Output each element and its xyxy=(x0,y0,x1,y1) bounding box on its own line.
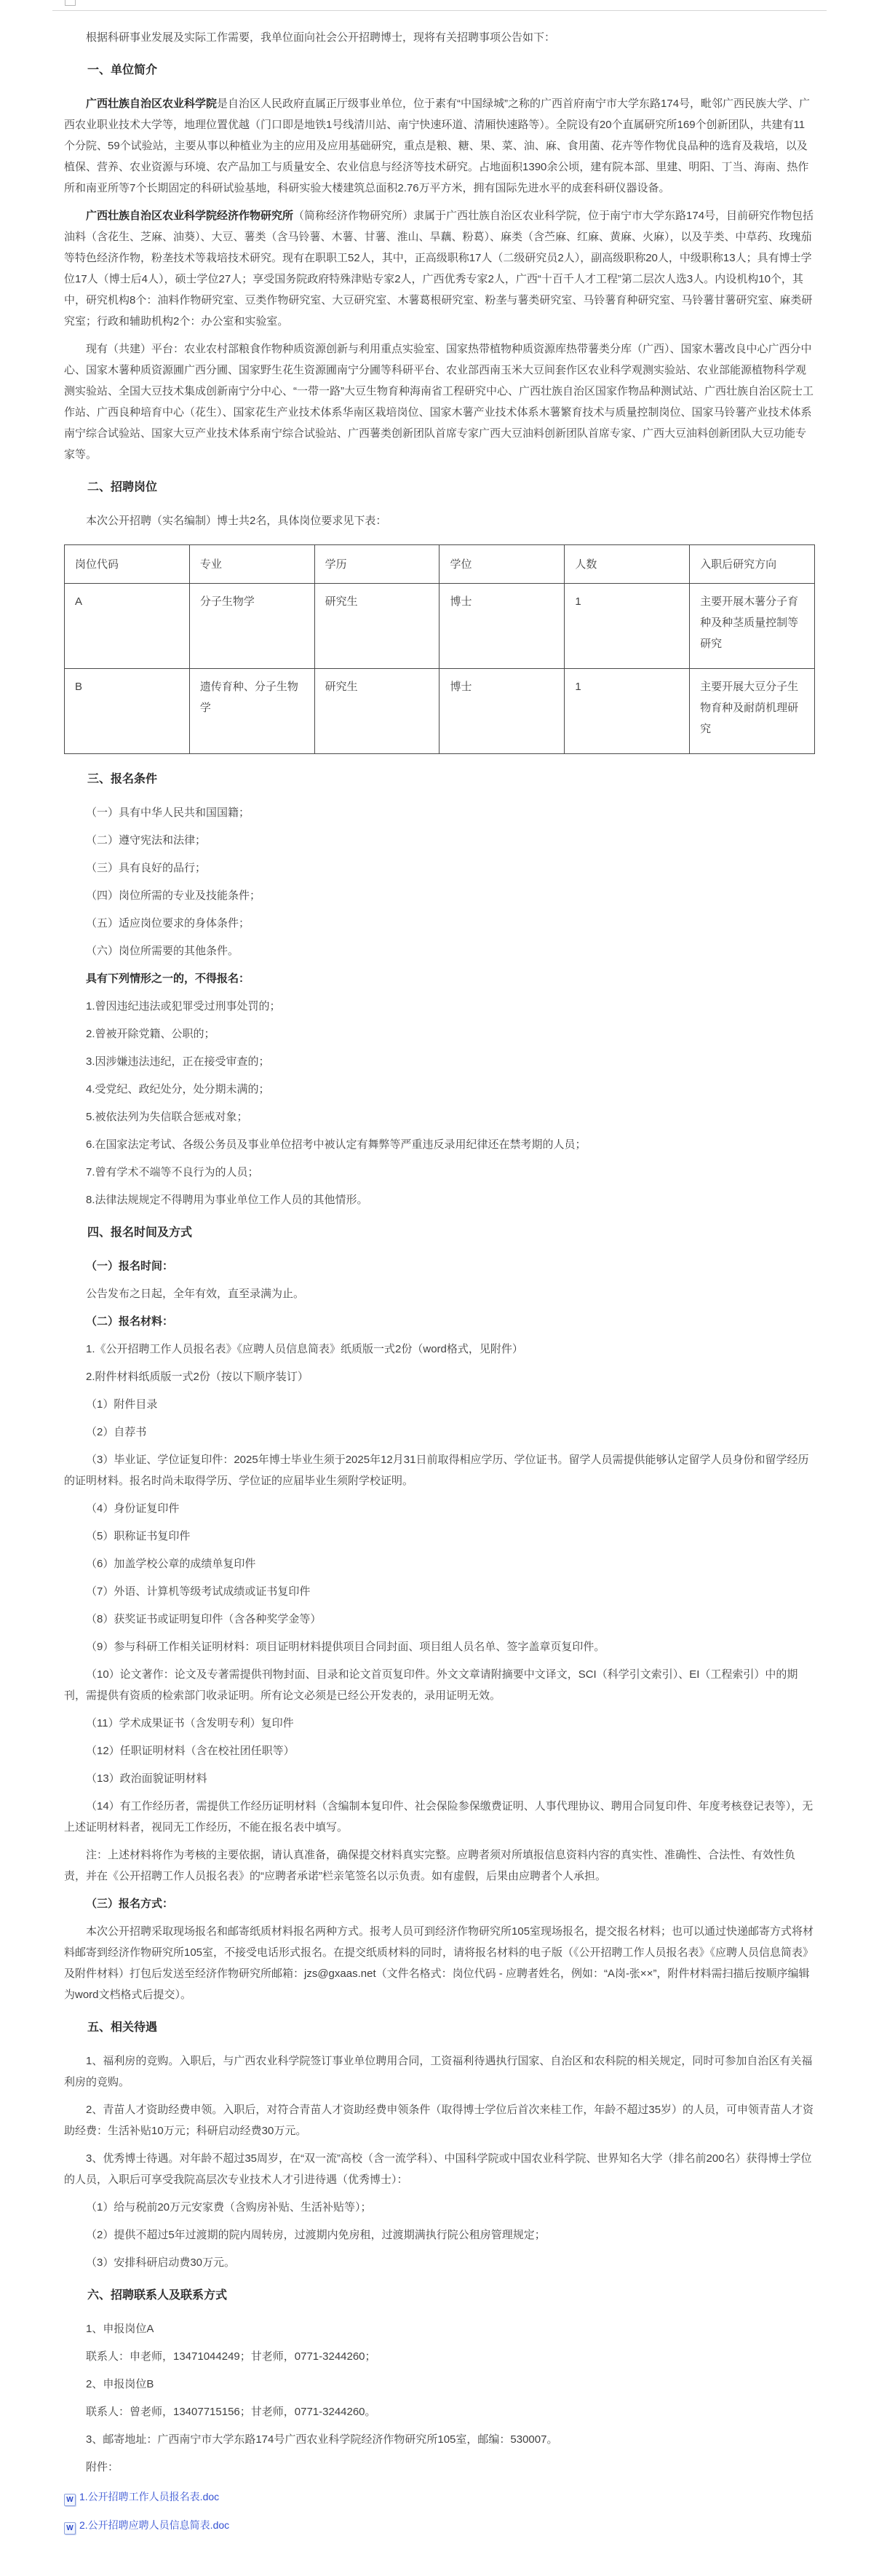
paragraph xyxy=(64,913,815,934)
paragraph-text: 5.被依法列为失信联合惩戒对象； xyxy=(86,1111,248,1123)
table-cell: 研究生 xyxy=(314,669,440,754)
paragraph-bold-lead: 广西壮族自治区农业科学院 xyxy=(86,98,218,110)
paragraph xyxy=(64,1051,815,1072)
paragraph-text: 2、青苗人才资助经费申领。入职后，对符合青苗人才资助经费申领条件（取得博士学位后首次来桂工作，年龄不超过35岁）的人员，可申领青苗人才资助经费：生活补贴10万元；科研启动经费30万元。 xyxy=(64,2104,814,2137)
table-cell: 博士 xyxy=(440,584,565,669)
paragraph-text: （7）外语、计算机等级考试成绩或证书复印件 xyxy=(86,1585,311,1598)
paragraph xyxy=(64,1283,815,1304)
paragraph xyxy=(64,1664,815,1706)
paragraph-text: 注：上述材料将作为考核的主要依据，请认真准备，确保提交材料真实完整。应聘者须对所填报信息资料内容的真实性、准确性、合法性、有效性负责，并在《公开招聘工作人员报名表》的“应聘者承诺”栏亲笔签名以示负责。如有虚假，后果由应聘者个人承担。 xyxy=(64,1849,796,1882)
paragraph xyxy=(64,802,815,823)
paragraph-text: （五）适应岗位要求的身体条件； xyxy=(86,917,250,930)
paragraph xyxy=(64,2148,815,2190)
paragraph-text: 1.《公开招聘工作人员报名表》《应聘人员信息简表》纸质版一式2份（word格式，见附件） xyxy=(86,1343,523,1355)
paragraph xyxy=(64,885,815,906)
section-heading: 四、报名时间及方式 xyxy=(87,1226,193,1239)
paragraph xyxy=(64,1422,815,1443)
attachment-item xyxy=(64,2517,815,2535)
paragraph xyxy=(64,2457,815,2478)
attachment-link[interactable]: 1.公开招聘工作人员报名表.doc xyxy=(79,2491,220,2502)
paragraph xyxy=(64,27,815,48)
paragraph xyxy=(64,1079,815,1100)
paragraph-text: （一）具有中华人民共和国国籍； xyxy=(86,807,250,819)
paragraph-text: （4）身份证复印件 xyxy=(86,1502,180,1515)
table-header-cell: 入职后研究方向 xyxy=(690,545,815,584)
positions-table xyxy=(64,544,815,754)
paragraph xyxy=(64,1581,815,1602)
paragraph-text: （3）安排科研启动费30万元。 xyxy=(86,2256,236,2269)
section-heading: 三、报名条件 xyxy=(87,773,158,785)
paragraph xyxy=(64,1366,815,1387)
section-heading: 六、招聘联系人及联系方式 xyxy=(87,2289,228,2302)
document-body xyxy=(64,27,815,2535)
paragraph-text: 7.曾有学术不端等不良行为的人员； xyxy=(86,1166,259,1178)
paragraph-text: 根据科研事业发展及实际工作需要，我单位面向社会公开招聘博士，现将有关招聘事项公告如下： xyxy=(86,31,556,44)
table-cell: 博士 xyxy=(440,669,565,754)
table-header-cell: 学历 xyxy=(314,545,440,584)
paragraph-text: 本次公开招聘采取现场报名和邮寄纸质材料报名两种方式。报考人员可到经济作物研究所105室现场报名，提交报名材料；也可以通过快递邮寄方式将材料邮寄到经济作物研究所105室，不接受电话形式报名。在提交纸质材料的同时，请将报名材料的电子版（《公开招聘工作人员报名表》《应聘人员信息简表》及附件材料）打包后发送至经济作物研究所邮箱：jzs@gxaas.net（文件名格式：岗位代码 - 应聘者姓名，例如：“A岗-张××”，附件材料需扫描后按顺序编辑为word文档格式后提交）。 xyxy=(64,1925,814,2001)
paragraph-text: 3.因涉嫌违法违纪，正在接受审查的； xyxy=(86,1055,270,1068)
paragraph xyxy=(64,1311,815,1332)
paragraph-text: 2.附件材料纸质版一式2份（按以下顺序装订） xyxy=(86,1371,309,1383)
document-page xyxy=(64,0,815,2576)
paragraph xyxy=(64,996,815,1017)
paragraph-text: 联系人：申老师，13471044249；甘老师，0771-3244260； xyxy=(86,2350,376,2363)
paragraph xyxy=(64,1636,815,1657)
paragraph xyxy=(64,1740,815,1761)
paragraph xyxy=(64,1893,815,1914)
paragraph-text: （13）政治面貌证明材料 xyxy=(86,1772,207,1785)
paragraph-text: （2）提供不超过5年过渡期的院内周转房，过渡期内免房租，过渡期满执行院公租房管理规定； xyxy=(86,2229,546,2241)
paragraph xyxy=(64,857,815,879)
table-cell: 遗传育种、分子生物学 xyxy=(189,669,314,754)
table-cell: 主要开展大豆分子生物育种及耐荫机理研究 xyxy=(690,669,815,754)
table-header-cell: 专业 xyxy=(189,545,314,584)
paragraph-text: （一）报名时间： xyxy=(86,1260,174,1272)
paragraph xyxy=(64,1498,815,1519)
attachment-link[interactable]: 2.公开招聘应聘人员信息简表.doc xyxy=(79,2519,230,2531)
paragraph xyxy=(64,93,815,199)
paragraph-text: 1、申报岗位A xyxy=(86,2323,154,2335)
paragraph-text: 3、邮寄地址：广西南宁市大学东路174号广西农业科学院经济作物研究所105室，邮编：530007。 xyxy=(86,2433,558,2446)
paragraph-text: （9）参与科研工作相关证明材料：项目证明材料提供项目合同封面、项目组人员名单、签字盖章页复印件。 xyxy=(86,1641,605,1653)
paragraph xyxy=(64,2252,815,2273)
paragraph-text: 1、福利房的竞购。入职后，与广西农业科学院签订事业单位聘用合同，工资福利待遇执行国家、自治区和农科院的相关规定，同时可参加自治区有关福利房的竞购。 xyxy=(64,2055,813,2088)
table-cell: 研究生 xyxy=(314,584,440,669)
paragraph-text: （2）自荐书 xyxy=(86,1426,147,1438)
paragraph xyxy=(64,968,815,989)
paragraph xyxy=(64,2318,815,2339)
paragraph-text: 2、申报岗位B xyxy=(86,2378,154,2390)
paragraph-text: 2.曾被开除党籍、公职的； xyxy=(86,1028,215,1040)
paragraph-text: （简称经济作物研究所）隶属于广西壮族自治区农业科学院，位于南宁市大学东路174号，目前研究作物包括油料（含花生、芝麻、油葵）、大豆、薯类（含马铃薯、木薯、甘薯、淮山、旱藕、粉葛）、麻类（含苎麻、红麻、黄麻、火麻），以及芋类、中草药、玫瑰茄等特色经济作物，粉垄技术等栽培技术研究。现有在职职工52人，其中，正高级职称17人（二级研究员2人），副高级职称20人，中级职称13人；具有博士学位17人（博士后4人），硕士学位27人；享受国务院政府特殊津贴专家2人，广西优秀专家2人，广西“十百千人才工程”第二层次人选3人。内设机构10个，其中，研究机构8个：油料作物研究室、豆类作物研究室、大豆研究室、木薯葛根研究室、粉垄与薯类研究室、马铃薯育种研究室、马铃薯甘薯研究室、麻类研究室；行政和辅助机构2个：办公室和实验室。 xyxy=(64,210,814,328)
table-header-cell: 岗位代码 xyxy=(65,545,190,584)
paragraph xyxy=(64,1921,815,2005)
page-top-fragment-box xyxy=(65,0,76,6)
table-header-row xyxy=(65,545,815,584)
table-cell: 主要开展木薯分子育种及种茎质量控制等研究 xyxy=(690,584,815,669)
word-doc-icon: W xyxy=(64,2494,76,2506)
paragraph-text: 4.受党纪、政纪处分，处分期未满的； xyxy=(86,1083,270,1095)
paragraph-text: （6）加盖学校公章的成绩单复印件 xyxy=(86,1558,256,1570)
paragraph-text: 具有下列情形之一的，不得报名： xyxy=(86,972,250,985)
paragraph-text: （11）学术成果证书（含发明专利）复印件 xyxy=(86,1717,294,1729)
paragraph xyxy=(64,1768,815,1789)
paragraph-text: （14）有工作经历者，需提供工作经历证明材料（含编制本复印件、社会保险参保缴费证明、人事代理协议、聘用合同复印件、年度考核登记表等），无上述证明材料者，视同无工作经历，不能在报名表中填写。 xyxy=(64,1800,814,1834)
section-heading: 一、单位简介 xyxy=(87,64,158,76)
paragraph xyxy=(64,1713,815,1734)
table-cell: A xyxy=(65,584,190,669)
paragraph-text: 8.法律法规规定不得聘用为事业单位工作人员的其他情形。 xyxy=(86,1194,368,1206)
paragraph xyxy=(64,2346,815,2367)
table-header-cell: 人数 xyxy=(565,545,690,584)
table-row xyxy=(65,669,815,754)
paragraph-text: （1）给与税前20万元安家费（含购房补贴、生活补贴等）； xyxy=(86,2201,372,2214)
attachment-item xyxy=(64,2489,815,2506)
paragraph-text: （三）具有良好的品行； xyxy=(86,862,207,874)
paragraph-text: （四）岗位所需的专业及技能条件； xyxy=(86,889,261,902)
table-cell: 1 xyxy=(565,669,690,754)
paragraph xyxy=(64,2374,815,2395)
paragraph-text: （1）附件目录 xyxy=(86,1398,158,1411)
paragraph-text: （六）岗位所需要的其他条件。 xyxy=(86,945,239,957)
paragraph-text: （三）报名方式： xyxy=(86,1898,174,1910)
paragraph-text: （10）论文著作：论文及专著需提供刊物封面、目录和论文首页复印件。外文文章请附摘要中文译文，SCI（科学引文索引）、EI（工程索引）中的期刊，需提供有资质的检索部门收录证明。所有论文必须是已经公开发表的，录用证明无效。 xyxy=(64,1668,798,1702)
paragraph xyxy=(64,1844,815,1887)
paragraph-text: 是自治区人民政府直属正厅级事业单位，位于素有“中国绿城”之称的广西首府南宁市大学东路174号，毗邻广西民族大学、广西农业职业技术大学等，地理位置优越（门口即是地铁1号线清川站、南宁快速环道、清厢快速路等）。全院设有20个直属研究所169个创新团队，共建有11个分院、59个试验站，主要从事以种植业为主的应用及应用基础研究，重点是粮、糖、果、菜、油、麻、食用菌、花卉等作物优良品种的选育及栽培，以及植保、营养、农业资源与环境、农产品加工与质量安全、农业信息与经济等技术研究。占地面积1390余公顷，建有院本部、里建、明阳、丁当、海南、热作所和南亚所等7个长期固定的科研试验基地，科研实验大楼建筑总面积2.76万平方米，拥有国际先进水平的成套科研仪器设备。 xyxy=(64,98,811,194)
paragraph-text: 附件： xyxy=(86,2461,119,2473)
paragraph xyxy=(64,510,815,531)
paragraph-text: （二）遵守宪法和法律； xyxy=(86,834,207,847)
word-doc-icon: W xyxy=(64,2522,76,2535)
paragraph-bold-lead: 广西壮族自治区农业科学院经济作物研究所 xyxy=(86,210,294,222)
paragraph xyxy=(64,2099,815,2141)
paragraph-text: 3、优秀博士待遇。对年龄不超过35周岁，在“双一流”高校（含一流学科）、中国科学院或中国农业科学院、世界知名大学（排名前200名）获得博士学位的人员，入职后可享受我院高层次专业技术人才引进待遇（优秀博士）： xyxy=(64,2152,812,2186)
paragraph-text: 1.曾因违纪违法或犯罪受过刑事处罚的； xyxy=(86,1000,281,1012)
paragraph xyxy=(64,1162,815,1183)
paragraph-text: 现有（共建）平台：农业农村部粮食作物种质资源创新与利用重点实验室、国家热带植物种质资源库热带薯类分库（广西）、国家木薯改良中心广西分中心、国家木薯种质资源圃广西分圃、国家野生花生资源圃南宁分圃等科研平台、农业部西南玉米大豆间套作区农业科学观测实验站、农业部能源植物科学观测实验站、全国大豆技术集成创新南宁分中心、“一带一路”大豆生物育种海南省工程研究中心、广西壮族自治区国家作物品种测试站、广西壮族自治区院士工作站、广西良种培育中心（花生）、国家花生产业技术体系华南区栽培岗位、国家木薯产业技术体系木薯繁育技术与质量控制岗位、国家马铃薯产业技术体系南宁综合试验站、国家大豆产业技术体系南宁综合试验站、广西薯类创新团队首席专家广西大豆油料创新团队首席专家、广西大豆油料创新团队大豆功能专家等。 xyxy=(64,343,814,461)
section-heading: 二、招聘岗位 xyxy=(87,481,158,494)
table-header-cell: 学位 xyxy=(440,545,565,584)
table-cell: B xyxy=(65,669,190,754)
paragraph-text: （3）毕业证、学位证复印件：2025年博士毕业生须于2025年12月31日前取得相应学历、学位证书。留学人员需提供能够认定留学人员身份和留学经历的证明材料。报名时尚未取得学历、学位证的应届毕业生须附学校证明。 xyxy=(64,1454,809,1487)
paragraph xyxy=(64,1023,815,1045)
top-divider xyxy=(52,10,827,11)
paragraph-text: 6.在国家法定考试、各级公务员及事业单位招考中被认定有舞弊等严重违反录用纪律还在禁考期的人员； xyxy=(86,1138,586,1151)
paragraph xyxy=(64,338,815,465)
paragraph xyxy=(64,1796,815,1838)
paragraph xyxy=(64,1526,815,1547)
paragraph-text: （5）职称证书复印件 xyxy=(86,1530,191,1542)
paragraph-text: 公告发布之日起，全年有效，直至录满为止。 xyxy=(86,1288,305,1300)
paragraph xyxy=(64,1189,815,1210)
paragraph xyxy=(64,1553,815,1574)
paragraph-text: （12）任职证明材料（含在校社团任职等） xyxy=(86,1745,295,1757)
section-heading: 五、相关待遇 xyxy=(87,2021,158,2034)
paragraph xyxy=(64,1134,815,1155)
paragraph xyxy=(64,1256,815,1277)
paragraph xyxy=(64,940,815,962)
paragraph xyxy=(64,2197,815,2218)
paragraph xyxy=(64,2050,815,2093)
paragraph-text: （二）报名材料： xyxy=(86,1315,174,1328)
table-row xyxy=(65,584,815,669)
paragraph-text: （8）获奖证书或证明复印件（含各种奖学金等） xyxy=(86,1613,322,1625)
table-cell: 1 xyxy=(565,584,690,669)
paragraph xyxy=(64,830,815,851)
paragraph xyxy=(64,2401,815,2422)
paragraph xyxy=(64,1394,815,1415)
paragraph xyxy=(64,1609,815,1630)
paragraph-text: 本次公开招聘（实名编制）博士共2名，具体岗位要求见下表： xyxy=(86,515,387,527)
paragraph xyxy=(64,1339,815,1360)
paragraph xyxy=(64,2429,815,2450)
paragraph xyxy=(64,2224,815,2246)
paragraph xyxy=(64,1106,815,1128)
paragraph xyxy=(64,1449,815,1491)
paragraph xyxy=(64,205,815,332)
table-cell: 分子生物学 xyxy=(189,584,314,669)
paragraph-text: 联系人：曾老师，13407715156；甘老师，0771-3244260。 xyxy=(86,2406,376,2418)
